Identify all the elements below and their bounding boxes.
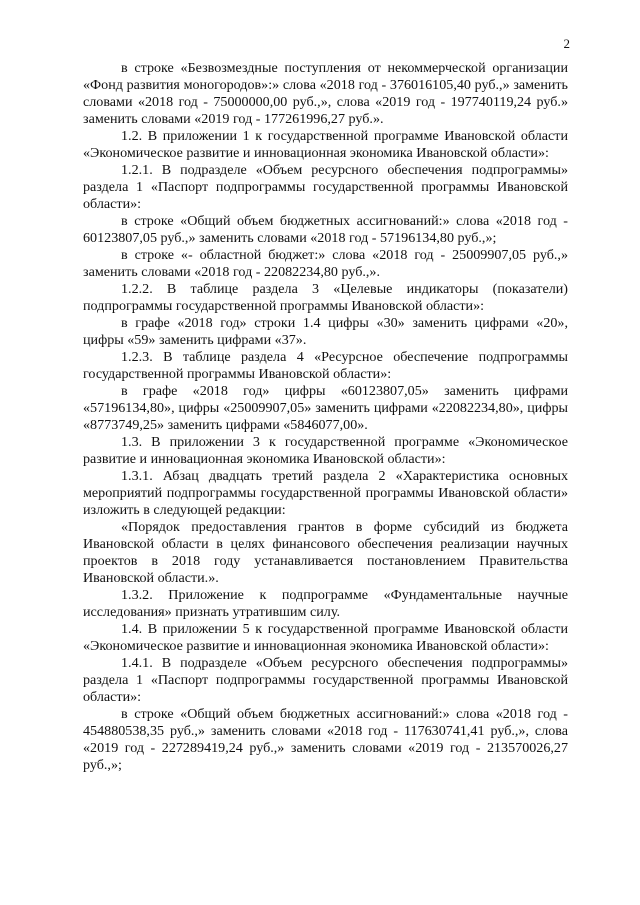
paragraph: 1.3. В приложении 3 к государственной программе «Экономическое развитие и инновационная экономика Ивановской области»:	[83, 434, 568, 467]
paragraph: 1.2.1. В подразделе «Объем ресурсного обеспечения подпрограммы» раздела 1 «Паспорт подпрограммы государственной программы Ивановской области»:	[83, 162, 568, 212]
paragraph: 1.2. В приложении 1 к государственной программе Ивановской области «Экономическое развитие и инновационная экономика Ивановской области»:	[83, 128, 568, 161]
paragraph: в строке «- областной бюджет:» слова «2018 год - 25009907,05 руб.,» заменить словами «2018 год - 22082234,80 руб.,».	[83, 247, 568, 280]
paragraph: 1.3.1. Абзац двадцать третий раздела 2 «Характеристика основных мероприятий подпрограммы государственной программы Ивановской области» изложить в следующей редакции:	[83, 468, 568, 518]
paragraph: в строке «Общий объем бюджетных ассигнований:» слова «2018 год - 454880538,35 руб.,» заменить словами «2018 год - 117630741,41 руб.,», слова «2019 год - 227289419,24 руб.,» заменить словами «2019 год - 213570026,27 руб.,»;	[83, 706, 568, 773]
paragraph: в строке «Безвозмездные поступления от некоммерческой организации «Фонд развития моногородов»:» слова «2018 год - 376016105,40 руб.,» заменить словами «2018 год - 75000000,00 руб.,», слова «2019 год - 197740119,24 руб.» заменить словами «2019 год - 177261996,27 руб.».	[83, 60, 568, 127]
paragraph: 1.2.3. В таблице раздела 4 «Ресурсное обеспечение подпрограммы государственной программы Ивановской области»:	[83, 349, 568, 382]
paragraph: 1.3.2. Приложение к подпрограмме «Фундаментальные научные исследования» признать утратившим силу.	[83, 587, 568, 620]
paragraph: в графе «2018 год» строки 1.4 цифры «30» заменить цифрами «20», цифры «59» заменить цифрами «37».	[83, 315, 568, 348]
page-number: 2	[563, 36, 570, 51]
document-body	[83, 60, 568, 774]
paragraph: в строке «Общий объем бюджетных ассигнований:» слова «2018 год - 60123807,05 руб.,» заменить словами «2018 год - 57196134,80 руб.,»;	[83, 213, 568, 246]
paragraph: 1.4.1. В подразделе «Объем ресурсного обеспечения подпрограммы» раздела 1 «Паспорт подпрограммы государственной программы Ивановской области»:	[83, 655, 568, 705]
paragraph: в графе «2018 год» цифры «60123807,05» заменить цифрами «57196134,80», цифры «25009907,05» заменить цифрами «22082234,80», цифры «8773749,25» заменить цифрами «5846077,00».	[83, 383, 568, 433]
paragraph: 1.2.2. В таблице раздела 3 «Целевые индикаторы (показатели) подпрограммы государственной программы Ивановской области»:	[83, 281, 568, 314]
paragraph: 1.4. В приложении 5 к государственной программе Ивановской области «Экономическое развитие и инновационная экономика Ивановской области»:	[83, 621, 568, 654]
paragraph: «Порядок предоставления грантов в форме субсидий из бюджета Ивановской области в целях финансового обеспечения реализации научных проектов в 2018 году устанавливается постановлением Правительства Ивановской области.».	[83, 519, 568, 586]
